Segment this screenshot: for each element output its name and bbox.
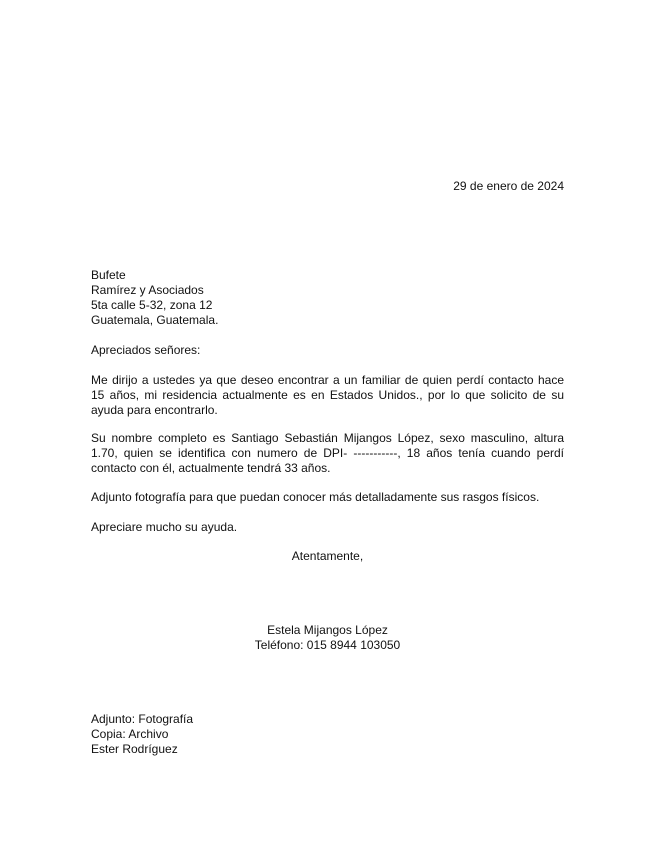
signature-name: Estela Mijangos López	[267, 623, 388, 637]
recipient-line-street: 5ta calle 5-32, zona 12	[91, 298, 213, 312]
signature-phone: Teléfono: 015 8944 103050	[254, 638, 401, 652]
body-paragraph-2: Su nombre completo es Santiago Sebastián Mijangos López, sexo masculino, altura 1.70, quien se identifica con numero de DPI- -----------, 18 años tenía cuando perdí contacto con él, actualmente tendrá 33 años.	[91, 431, 564, 475]
recipient-line-firm-type: Bufete	[91, 268, 126, 282]
recipient-address	[91, 268, 564, 328]
letter-footer	[91, 712, 564, 757]
recipient-line-firm-name: Ramírez y Asociados	[91, 283, 204, 297]
recipient-line-city: Guatemala, Guatemala.	[91, 313, 219, 327]
footer-attachment: Adjunto: Fotografía	[91, 712, 194, 726]
footer-copy-recipient: Ester Rodríguez	[91, 742, 178, 756]
body-paragraph-3: Adjunto fotografía para que puedan conocer más detalladamente sus rasgos físicos.	[91, 490, 540, 504]
greeting: Apreciados señores:	[91, 343, 201, 357]
body-paragraph-4: Apreciare mucho su ayuda.	[91, 520, 238, 534]
footer-copy: Copia: Archivo	[91, 727, 169, 741]
closing: Atentamente,	[291, 549, 364, 563]
signature-block	[91, 623, 564, 653]
letter-date: 29 de enero de 2024	[453, 179, 564, 193]
body-paragraph-1: Me dirijo a ustedes ya que deseo encontrar a un familiar de quien perdí contacto hace 15 años, mi residencia actualmente es en Estados Unidos., por lo que solicito de su ayuda para encontrarlo.	[91, 373, 564, 417]
